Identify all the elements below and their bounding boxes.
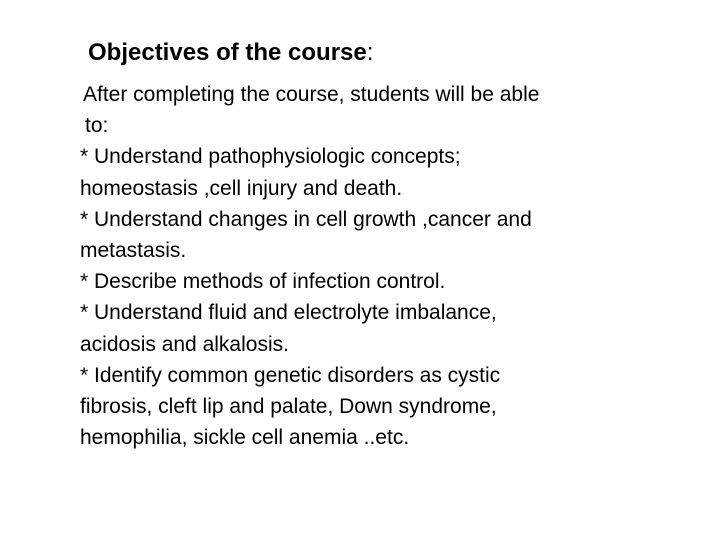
objective-line-4-continued: acidosis and alkalosis. (80, 332, 289, 356)
slide-body (80, 79, 680, 453)
objective-line-1-continued: homeostasis ,cell injury and death. (80, 176, 403, 200)
slide-title (88, 36, 373, 70)
body-line-intro: After completing the course, students will be able (83, 83, 540, 106)
objective-line-2-continued: metastasis. (80, 238, 187, 262)
objective-line-2: * Understand changes in cell growth ,cancer and (80, 207, 532, 231)
objective-line-1: * Understand pathophysiologic concepts; (80, 145, 461, 169)
objective-line-3: * Describe methods of infection control. (80, 270, 446, 294)
body-line-intro-continued: to: (85, 114, 109, 138)
slide-title-colon: : (366, 39, 374, 66)
objective-line-5: * Identify common genetic disorders as cystic (80, 363, 501, 387)
slide-title-text: Objectives of the course (88, 39, 367, 66)
objective-line-5-continued: fibrosis, cleft lip and palate, Down syndrome, (80, 394, 497, 418)
objective-line-4: * Understand fluid and electrolyte imbalance, (80, 301, 497, 325)
objective-line-5-end: hemophilia, sickle cell anemia ..etc. (80, 426, 410, 450)
